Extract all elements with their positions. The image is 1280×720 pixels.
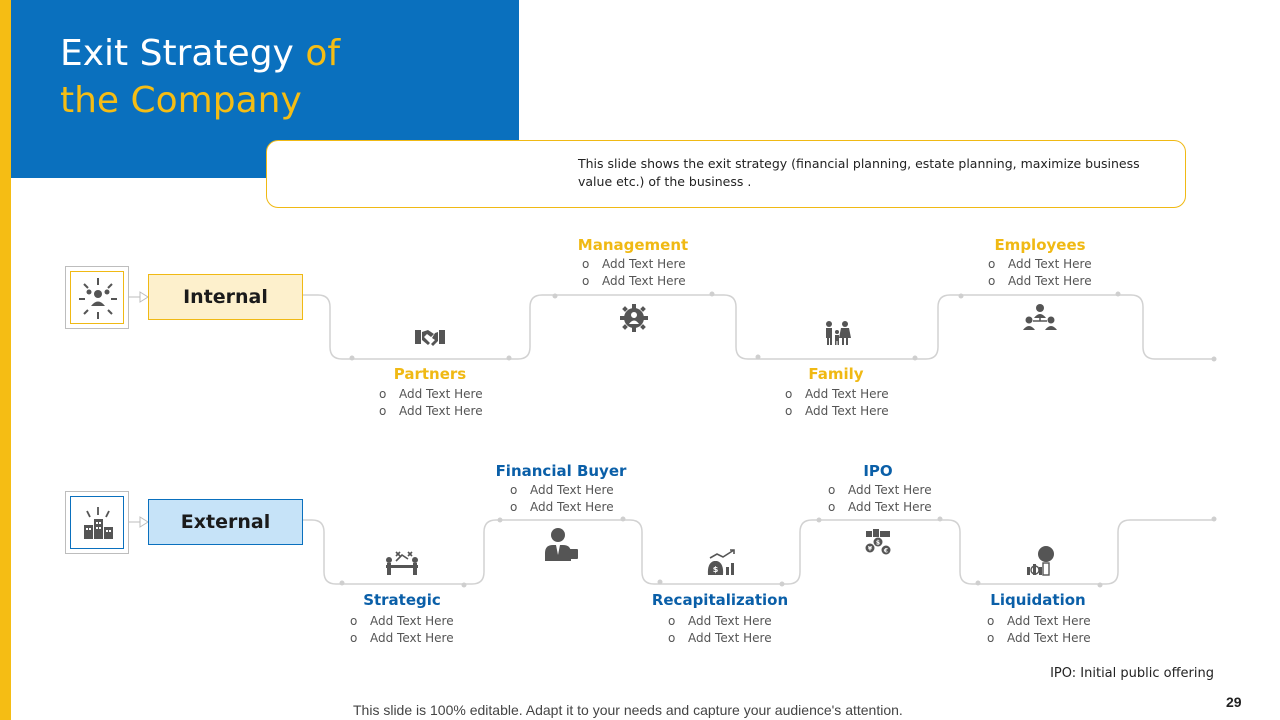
footer-text: This slide is 100% editable. Adapt it to your needs and capture your audience's attention.	[353, 702, 903, 718]
org-chart-icon	[1023, 303, 1057, 331]
family-icon	[822, 320, 852, 346]
step-title-partners: Partners	[393, 365, 467, 383]
money-growth-icon	[706, 548, 738, 576]
footnote: IPO: Initial public offering	[1050, 666, 1214, 681]
external-label: External	[148, 499, 303, 545]
page-number: 29	[1226, 694, 1242, 710]
step-title-recapitalization: Recapitalization	[651, 591, 789, 609]
bullets-employees: o Add Text Here o Add Text Here	[988, 256, 1092, 290]
step-title-management: Management	[577, 236, 689, 254]
step-title-financial-buyer: Financial Buyer	[495, 462, 627, 480]
internal-label: Internal	[148, 274, 303, 320]
svg-text:€: €	[883, 547, 889, 555]
svg-text:$: $	[712, 565, 719, 574]
step-title-family: Family	[808, 365, 864, 383]
step-title-strategic: Strategic	[363, 591, 441, 609]
external-icon-box	[65, 491, 129, 554]
page-title: Exit Strategy of the Company	[60, 33, 341, 121]
bullets-management: o Add Text Here o Add Text Here	[582, 256, 686, 290]
bullets-ipo: o Add Text Here o Add Text Here	[828, 482, 932, 516]
person-chart-icon	[1024, 545, 1056, 577]
currency-exchange-icon	[863, 527, 893, 557]
step-title-employees: Employees	[994, 236, 1086, 254]
bullets-recapitalization: o Add Text Here o Add Text Here	[668, 613, 772, 647]
bullets-partners: o Add Text Here o Add Text Here	[379, 386, 483, 420]
bullets-strategic: o Add Text Here o Add Text Here	[350, 613, 454, 647]
bullets-liquidation: o Add Text Here o Add Text Here	[987, 613, 1091, 647]
step-title-ipo: IPO	[863, 462, 893, 480]
description-text: This slide shows the exit strategy (financial planning, estate planning, maximize business value etc.) of the business .	[578, 156, 1140, 189]
people-arrows-icon	[71, 272, 125, 325]
step-title-liquidation: Liquidation	[990, 591, 1086, 609]
bullets-family: o Add Text Here o Add Text Here	[785, 386, 889, 420]
strategy-icon	[384, 549, 420, 577]
internal-icon-box	[65, 266, 129, 329]
buildings-growth-icon	[71, 497, 125, 550]
gear-people-icon	[619, 303, 649, 333]
handshake-icon	[414, 326, 446, 350]
svg-text:$: $	[875, 539, 881, 547]
bullets-financial-buyer: o Add Text Here o Add Text Here	[510, 482, 614, 516]
businessman-icon	[544, 527, 578, 561]
svg-text:¥: ¥	[867, 545, 873, 553]
